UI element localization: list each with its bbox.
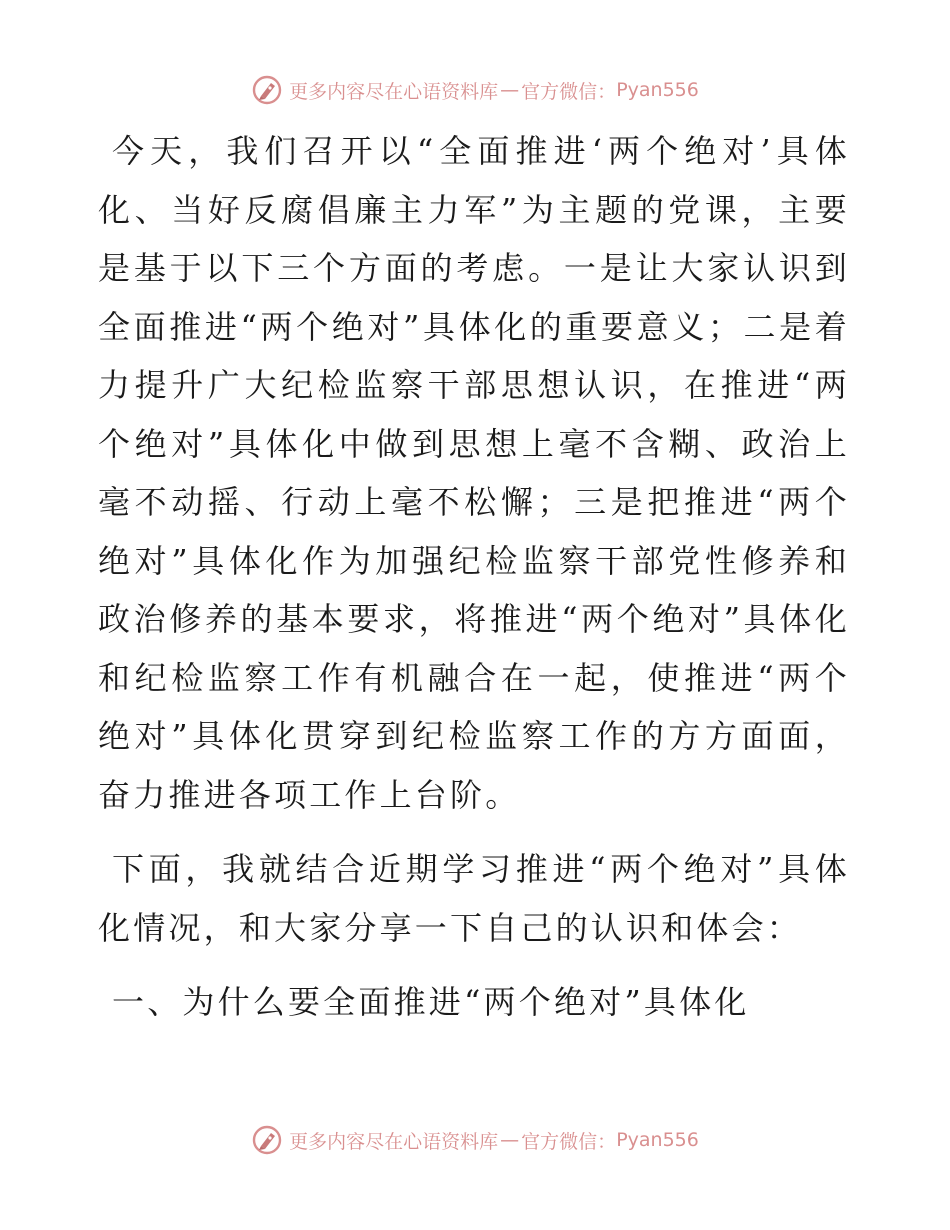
watermark-wechat-id: Pyan556 bbox=[616, 79, 699, 101]
footer-watermark bbox=[0, 1120, 950, 1160]
document-body bbox=[98, 122, 850, 1032]
watermark-separator: — bbox=[500, 1129, 520, 1151]
body-paragraph-1: 今天，我们召开以“全面推进‘两个绝对’具体化、当好反腐倡廉主力军”为主题的党课，主要是基于以下三个方面的考虑。一是让大家认识到全面推进“两个绝对”具体化的重要意义；二是着力提升广大纪检监察干部思想认识，在推进“两个绝对”具体化中做到思想上毫不含糊、政治上毫不动摇、行动上毫不松懈；三是把推进“两个绝对”具体化作为加强纪检监察干部党性修养和政治修养的基本要求，将推进“两个绝对”具体化和纪检监察工作有机融合在一起，使推进“两个绝对”具体化贯穿到纪检监察工作的方方面面，奋力推进各项工作上台阶。 bbox=[98, 132, 850, 814]
watermark-wechat-label: 官方微信： bbox=[521, 80, 617, 103]
watermark-site-name: 更多内容尽在心语资料库 bbox=[289, 80, 499, 103]
watermark-wechat-label: 官方微信： bbox=[521, 1130, 617, 1153]
watermark-separator: — bbox=[500, 79, 520, 101]
body-paragraph-2: 下面，我就结合近期学习推进“两个绝对”具体化情况，和大家分享一下自己的认识和体会： bbox=[98, 850, 850, 947]
watermark-wechat-id: Pyan556 bbox=[616, 1129, 699, 1151]
pen-nib-circle-icon bbox=[251, 1124, 283, 1156]
header-watermark bbox=[0, 70, 950, 110]
pen-nib-circle-icon bbox=[251, 74, 283, 106]
section-heading: 一、为什么要全面推进“两个绝对”具体化 bbox=[112, 983, 750, 1021]
watermark-site-name: 更多内容尽在心语资料库 bbox=[289, 1130, 499, 1153]
